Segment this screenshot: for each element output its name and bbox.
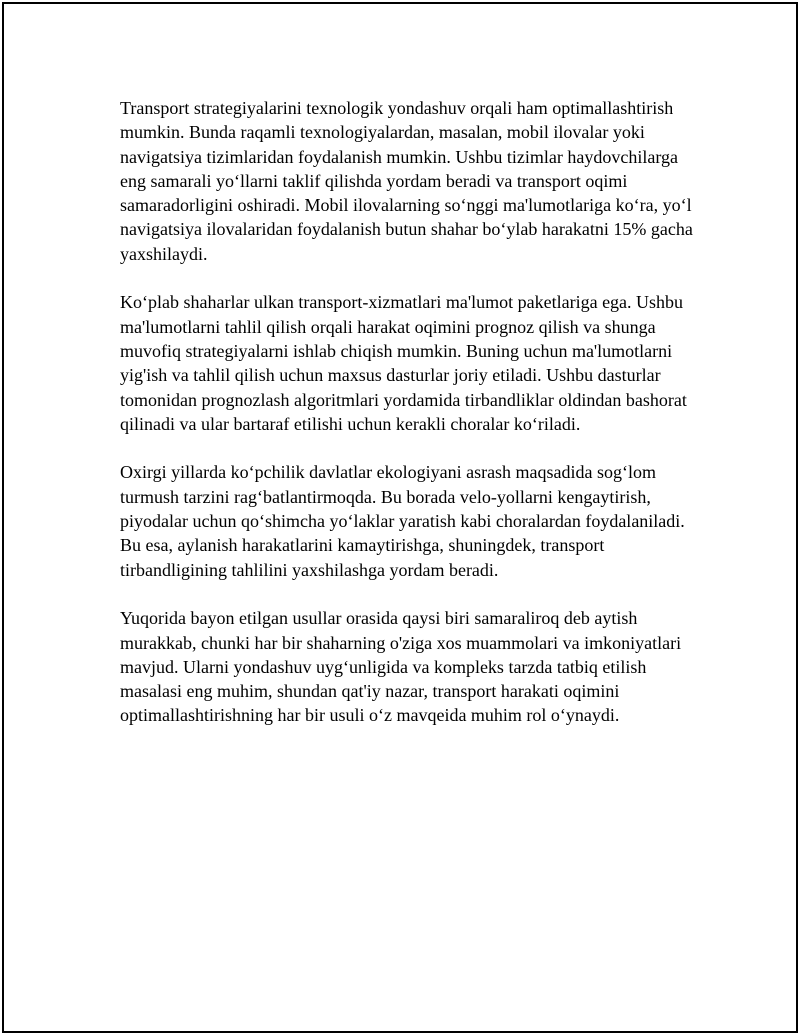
page-frame	[2, 2, 798, 1033]
paragraph-1: Transport strategiyalarini texnologik yondashuv orqali ham optimallashtirish mumkin. Bunda raqamli texnologiyalardan, masalan, mobil ilovalar yoki navigatsiya tizimlaridan foydalanish mumkin. Ushbu tizimlar haydovchilarga eng samarali yo‘llarni taklif qilishda yordam beradi va transport oqimi samaradorligini oshiradi. Mobil ilovalarning so‘nggi ma'lumotlariga ko‘ra, yo‘l navigatsiya ilovalaridan foydalanish butun shahar bo‘ylab harakatni 15% gacha yaxshilaydi.	[120, 98, 693, 264]
document-body	[120, 96, 700, 752]
paragraph-4: Yuqorida bayon etilgan usullar orasida qaysi biri samaraliroq deb aytish murakkab, chunki har bir shaharning o'ziga xos muammolari va imkoniyatlari mavjud. Ularni yondashuv uyg‘unligida va kompleks tarzda tatbiq etilish masalasi eng muhim, shundan qat'iy nazar, transport harakati oqimini optimallashtirishning har bir usuli o‘z mavqeida muhim rol o‘ynaydi.	[120, 608, 682, 726]
paragraph-2: Ko‘plab shaharlar ulkan transport-xizmatlari ma'lumot paketlariga ega. Ushbu ma'lumotlarni tahlil qilish orqali harakat oqimini prognoz qilish va shunga muvofiq strategiyalarni ishlab chiqish mumkin. Buning uchun ma'lumotlarni yig'ish va tahlil qilish uchun maxsus dasturlar joriy etiladi. Ushbu dasturlar tomonidan prognozlash algoritmlari yordamida tirbandliklar oldindan bashorat qilinadi va ular bartaraf etilishi uchun kerakli choralar ko‘riladi.	[120, 292, 687, 434]
paragraph-3: Oxirgi yillarda ko‘pchilik davlatlar ekologiyani asrash maqsadida sog‘lom turmush tarzini rag‘batlantirmoqda. Bu borada velo-yollarni kengaytirish, piyodalar uchun qo‘shimcha yo‘laklar yaratish kabi choralardan foydalaniladi. Bu esa, aylanish harakatlarini kamaytirishga, shuningdek, transport tirbandligining tahlilini yaxshilashga yordam beradi.	[120, 462, 685, 580]
